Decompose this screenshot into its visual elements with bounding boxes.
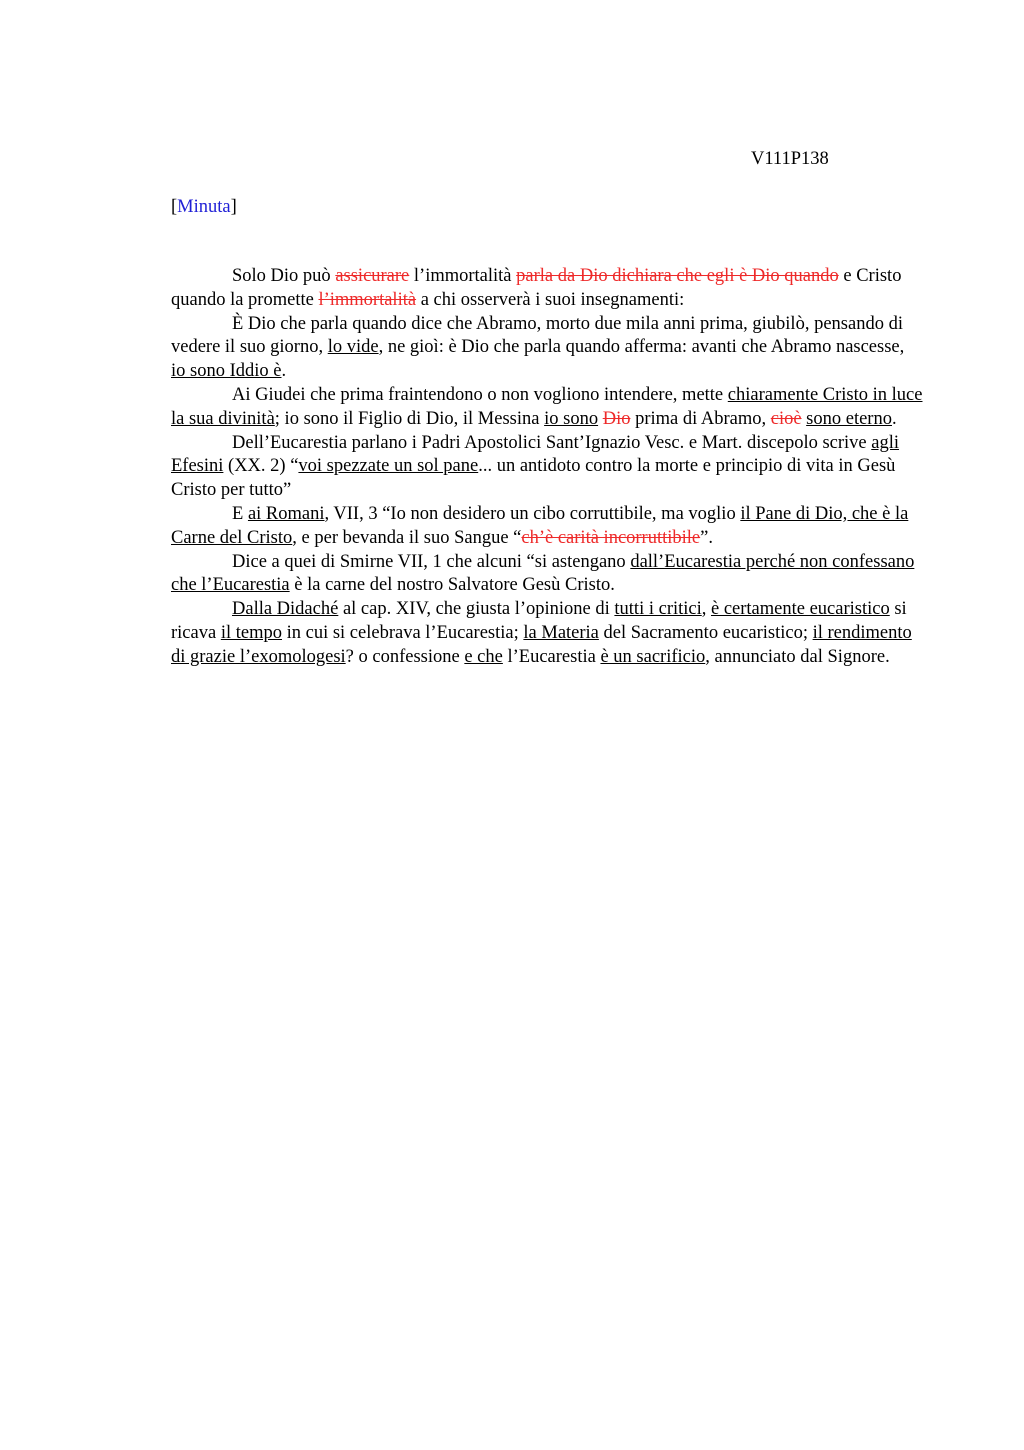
text-run: È Dio che parla quando dice che Abramo, morto due mila anni prima, giubilò, pensando di vedere il suo giorno, (171, 313, 903, 358)
text-run: in cui si celebrava l’Eucarestia; (281, 622, 524, 643)
text-run: Dell’Eucarestia parlano i Padri Apostolici Sant’Ignazio Vesc. e Mart. discepolo scrive (232, 432, 872, 453)
text-run: del Sacramento eucaristico; (598, 622, 813, 643)
paragraph (171, 503, 923, 551)
text-run: l’Eucarestia (502, 646, 601, 667)
paragraph (171, 551, 923, 599)
text-run: , (701, 599, 711, 620)
text-run: e Cristo quando la promette (171, 266, 902, 310)
underlined-text: chiaramente Cristo in luce la sua divinità (171, 384, 923, 429)
text-run: . (891, 408, 897, 429)
text-run: Solo Dio può (232, 266, 336, 286)
header-label-word: Minuta (177, 197, 231, 217)
text-run: Ai Giudei che prima fraintendono o non vogliono intendere, mette (232, 384, 728, 405)
paragraph (171, 384, 923, 432)
text-run: ; io sono il Figlio di Dio, il Messina (274, 408, 545, 429)
underlined-text: dall’Eucarestia perché non confessano che l’Eucarestia (171, 551, 915, 596)
paragraph (171, 265, 923, 313)
paragraph (171, 313, 923, 384)
underlined-text: il Pane di Dio, che è la Carne del Cristo (171, 503, 909, 548)
underlined-text: agli Efesini (171, 432, 900, 477)
underlined-text: ai Romani (247, 503, 325, 524)
underlined-text: io sono (544, 408, 599, 429)
text-run: E (232, 503, 248, 524)
underlined-text: io sono Iddio è (171, 361, 282, 382)
paragraph (171, 598, 923, 669)
underlined-text: è certamente eucaristico (711, 599, 890, 620)
header-label-close-bracket: ] (230, 197, 237, 217)
header-label (171, 195, 237, 219)
text-run: , annunciato dal Signore. (705, 646, 890, 667)
text-run: al cap. XIV, che giusta l’opinione di (338, 599, 615, 620)
text-run: , VII, 3 “Io non desidero un cibo corruttibile, ma voglio (324, 503, 741, 524)
text-run: Dice a quei di Smirne VII, 1 che alcuni “si astengano (232, 551, 631, 572)
deleted-text: Dio (602, 408, 631, 429)
text-run: , ne gioì: è Dio che parla quando afferma: avanti che Abramo nascesse, (378, 337, 905, 358)
underlined-text: il tempo (220, 622, 282, 643)
underlined-text: voi spezzate un sol pane (298, 456, 479, 477)
text-run: ... un antidoto contro la morte e principio di vita in Gesù Cristo per tutto” (171, 456, 896, 501)
deleted-text: assicurare (335, 266, 410, 286)
underlined-text: e che (464, 646, 503, 667)
deleted-text: l’immortalità (318, 289, 417, 310)
underlined-text: è un sacrificio (600, 646, 706, 667)
paragraph (171, 432, 923, 503)
text-run: l’immortalità (409, 266, 517, 286)
text-run: ”. (700, 527, 713, 548)
underlined-text: il rendimento di grazie l’exomologesi (171, 622, 912, 667)
underlined-text: Dalla Didaché (232, 599, 339, 620)
text-run: a chi osserverà i suoi insegnamenti: (416, 289, 685, 310)
underlined-text: la Materia (523, 622, 599, 643)
underlined-text: tutti i critici (614, 599, 702, 620)
deleted-text: cioè (770, 408, 802, 429)
text-run: è la carne del nostro Salvatore Gesù Cristo. (289, 575, 615, 596)
text-run: (XX. 2) “ (223, 456, 299, 477)
document-id: V111P138 (751, 149, 829, 169)
underlined-text: sono eterno (806, 408, 892, 429)
text-run: prima di Abramo, (630, 408, 771, 429)
underlined-text: lo vide (327, 337, 379, 358)
text-run: . (281, 361, 287, 382)
text-run: si ricava (171, 599, 907, 643)
header-label-open-bracket: [ (171, 197, 178, 217)
text-run: , e per bevanda il suo Sangue “ (292, 527, 522, 548)
deleted-text: parla da Dio dichiara che egli è Dio quando (516, 266, 839, 286)
deleted-text: ch’è carità incorruttibile (521, 527, 701, 548)
document-body (171, 265, 923, 670)
text-run: ? o confessione (345, 646, 465, 667)
